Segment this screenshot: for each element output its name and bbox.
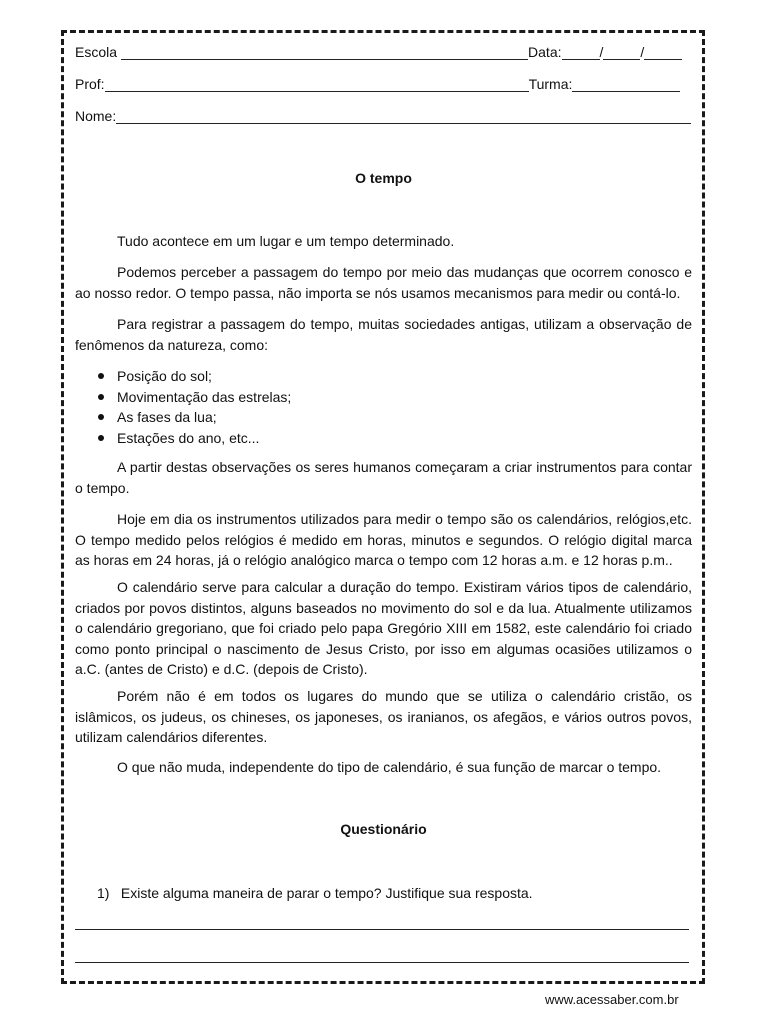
nome-field[interactable] [116,110,691,124]
paragraph: O que não muda, independente do tipo de calendário, é sua função de marcar o tempo. [117,759,662,775]
question-text: Existe alguma maneira de parar o tempo? Justifique sua resposta. [120,885,533,901]
list-item-text: Posição do sol; [117,368,212,384]
footer-url: www.acessaber.com.br [545,992,679,1007]
turma-label: Turma: [528,76,573,92]
list-item [75,428,291,449]
prof-label: Prof: [75,76,105,92]
bullet-list [75,366,291,448]
paragraph: Tudo acontece em um lugar e um tempo determinado. [117,233,455,249]
page-title: O tempo [355,170,412,186]
paragraph: A partir destas observações os seres humanos começaram a criar instrumentos para contar o tempo. [75,459,692,496]
list-item-text: Movimentação das estrelas; [117,388,292,405]
date-day-field[interactable] [562,46,600,60]
paragraph: Podemos perceber a passagem do tempo por meio das mudanças que ocorrem conosco e ao nosso redor. O tempo passa, não importa se nós usamos mecanismos para medir ou contá-lo. [75,264,692,301]
escola-line [75,44,682,60]
date-separator: / [599,44,604,60]
paragraph: O calendário serve para calcular a duração do tempo. Existiram vários tipos de calendário, criados por povos distintos, alguns baseados no movimento do sol e da lua. Atualmente utilizamos o calendário gregoriano, que foi criado pelo papa Gregório XIII em 1582, este calendário foi criado como ponto principal o nascimento de Jesus Cristo, por isso em algumas ocasiões utilizamos o a.C. (antes de Cristo) e d.C. (depois de Cristo). [75,579,692,677]
escola-field[interactable] [121,46,528,60]
data-label: Data: [528,44,562,60]
list-item [75,387,291,408]
bullet-icon [98,373,104,379]
nome-label: Nome: [75,108,117,124]
questionnaire-title: Questionário [340,821,427,837]
date-separator: / [640,44,645,60]
list-item-text: Estações do ano, etc... [117,429,260,446]
paragraph: Porém não é em todos os lugares do mundo que se utiliza o calendário cristão, os islâmicos, os judeus, os chineses, os japoneses, os iranianos, os afegãos, e vários outros povos, utilizam calendários diferentes. [75,688,692,745]
bullet-icon [98,414,104,420]
question-item [97,885,533,901]
list-item-text: As fases da lua; [117,409,217,425]
answer-line[interactable] [75,929,689,930]
prof-line [75,76,680,92]
bullet-icon [98,435,104,441]
bullet-icon [98,394,104,400]
paragraph: Hoje em dia os instrumentos utilizados para medir o tempo são os calendários, relógios,etc. O tempo medido pelos relógios é medido em horas, minutos e segundos. O relógio digital marca as horas em 24 horas, já o relógio analógico marca o tempo com 12 horas a.m. e 12 horas p.m.. [75,511,692,568]
answer-line[interactable] [75,962,689,963]
paragraph: Para registrar a passagem do tempo, muitas sociedades antigas, utilizam a observação de fenômenos da natureza, como: [75,316,692,353]
date-month-field[interactable] [603,46,640,60]
date-year-field[interactable] [644,46,682,60]
escola-label: Escola [75,44,118,60]
list-item [75,407,291,428]
prof-field[interactable] [105,78,529,92]
nome-line [75,108,691,124]
question-number: 1) [97,885,110,901]
turma-field[interactable] [572,78,680,92]
list-item [75,366,291,387]
